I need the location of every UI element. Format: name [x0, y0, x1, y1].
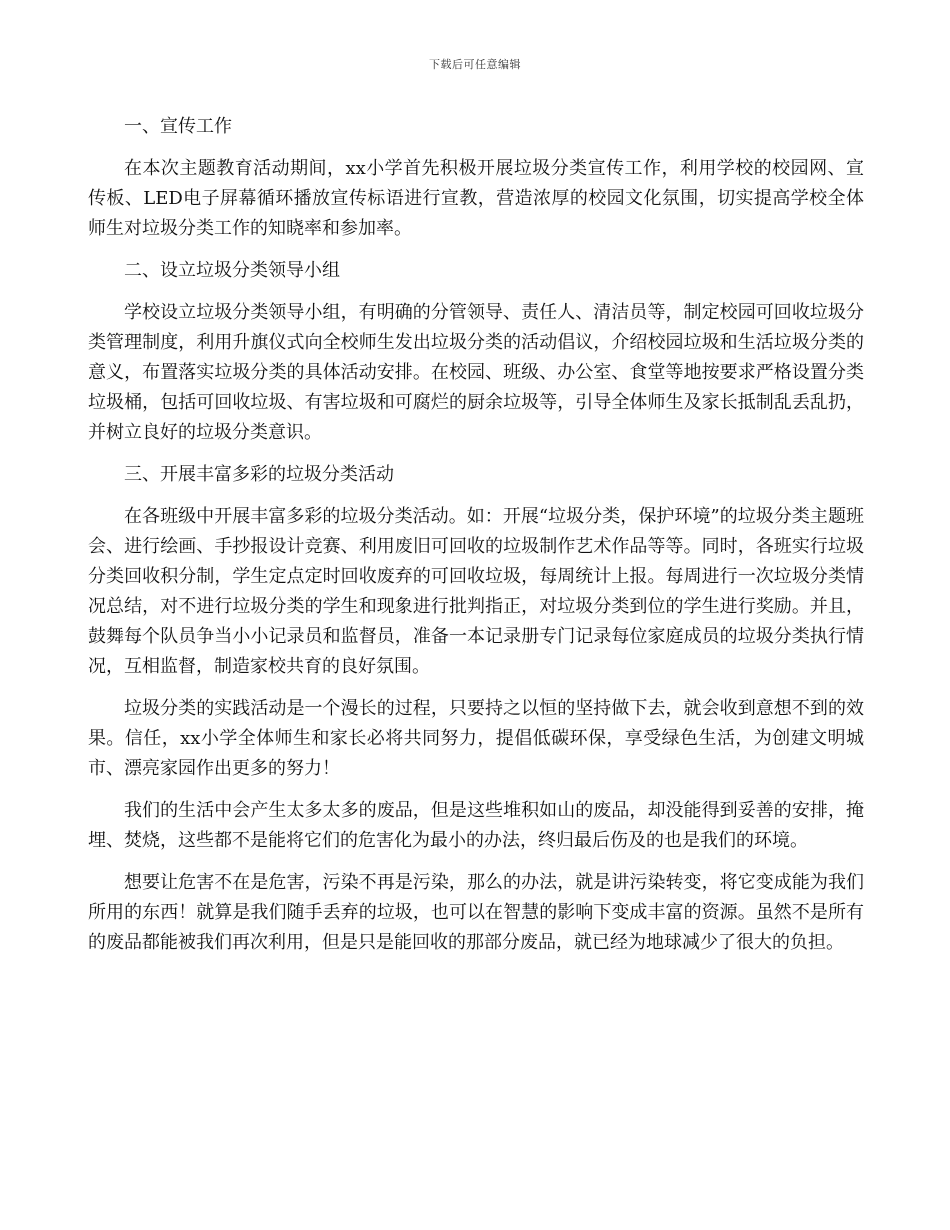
- section-heading-leadership-group: 二、设立垃圾分类领导小组: [124, 260, 340, 281]
- paragraph-waste-problem: 我们的生活中会产生太多太多的废品，但是这些堆积如山的废品，却没能得到妥善的安排，掩埋、焚烧，这些都不是能将它们的危害化为最小的办法，终归最后伤及的也是我们的环境。: [88, 800, 864, 851]
- paragraph-leadership-group: 学校设立垃圾分类领导小组，有明确的分管领导、责任人、清洁员等，制定校园可回收垃圾分类管理制度，利用升旗仪式向全校师生发出垃圾分类的活动倡议，介绍校园垃圾和生活垃圾分类的意义，布置落实垃圾分类的具体活动安排。在校园、班级、办公室、食堂等地按要求严格设置分类垃圾桶，包括可回收垃圾、有害垃圾和可腐烂的厨余垃圾等，引导全体师生及家长抵制乱丢乱扔，并树立良好的垃圾分类意识。: [88, 302, 864, 443]
- section-heading-activities: 三、开展丰富多彩的垃圾分类活动: [124, 464, 394, 485]
- document-body: [88, 112, 864, 970]
- paragraph-activities: 在各班级中开展丰富多彩的垃圾分类活动。如：开展“垃圾分类，保护环境”的垃圾分类主题班会、进行绘画、手抄报设计竞赛、利用废旧可回收的垃圾制作艺术作品等等。同时，各班实行垃圾分类回收积分制，学生定点定时回收废弃的可回收垃圾，每周统计上报。每周进行一次垃圾分类情况总结，对不进行垃圾分类的学生和现象进行批判指正，对垃圾分类到位的学生进行奖励。并且，鼓舞每个队员争当小小记录员和监督员，准备一本记录册专门记录每位家庭成员的垃圾分类执行情况，互相监督，制造家校共育的良好氛围。: [88, 506, 864, 677]
- paragraph-recycling-value: 想要让危害不在是危害，污染不再是污染，那么的办法，就是讲污染转变，将它变成能为我们所用的东西！就算是我们随手丢弃的垃圾，也可以在智慧的影响下变成丰富的资源。虽然不是所有的废品都能被我们再次利用，但是只是能回收的那部分废品，就已经为地球减少了很大的负担。: [88, 872, 864, 953]
- section-heading-publicity: 一、宣传工作: [124, 116, 232, 137]
- paragraph-publicity: 在本次主题教育活动期间，xx小学首先积极开展垃圾分类宣传工作，利用学校的校园网、宣传板、LED电子屏幕循环播放宣传标语进行宣教，营造浓厚的校园文化氛围，切实提高学校全体师生对垃圾分类工作的知晓率和参加率。: [88, 158, 864, 239]
- paragraph-practice-summary: 垃圾分类的实践活动是一个漫长的过程，只要持之以恒的坚持做下去，就会收到意想不到的效果。信任，xx小学全体师生和家长必将共同努力，提倡低碳环保，享受绿色生活，为创建文明城市、漂亮家园作出更多的努力！: [88, 698, 864, 779]
- page-header-note: 下载后可任意编辑: [429, 58, 521, 71]
